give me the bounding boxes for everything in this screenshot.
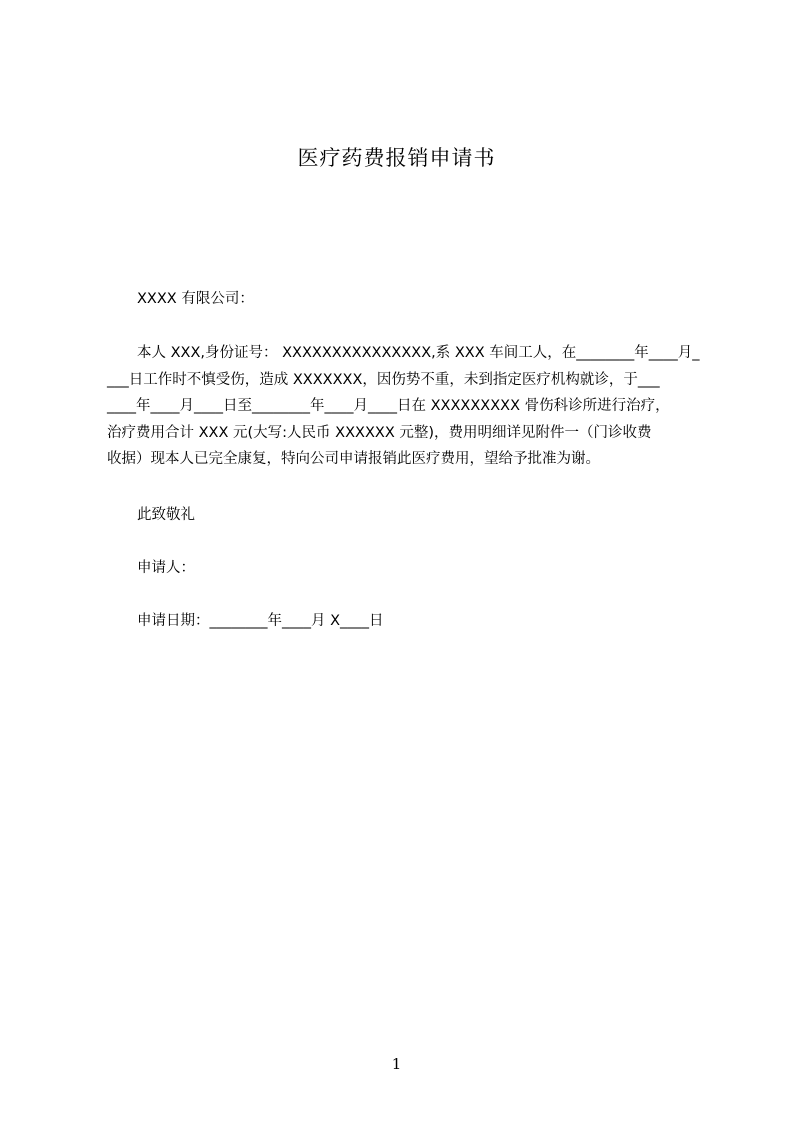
application-date: 申请日期：________年____月 X____日 (137, 613, 384, 629)
page-number: 1 (391, 1055, 402, 1073)
body-paragraph (107, 343, 700, 476)
closing-salutation: 此致敬礼 (137, 507, 195, 523)
document-title: 医疗药费报销申请书 (297, 146, 496, 170)
body-line: 本人 XXX,身份证号： XXXXXXXXXXXXXXX,系 XXX 车间工人，在________年____月_ (137, 345, 700, 361)
body-line: 治疗费用合计 XXX 元(大写:人民币 XXXXXX 元整)，费用明细详见附件一（门诊收费 (107, 424, 652, 441)
body-line: ____年____月____日至________年____月____日在 XXXXXXXXX 骨伤科诊所进行治疗， (107, 398, 670, 414)
body-line: ___日工作时不慎受伤，造成 XXXXXXX，因伤势不重，未到指定医疗机构就诊，于___ (107, 371, 660, 388)
body-line: 收据）现本人已完全康复，特向公司申请报销此医疗费用，望给予批准为谢。 (107, 451, 600, 467)
addressee: XXXX 有限公司： (137, 291, 254, 307)
applicant-label: 申请人： (137, 560, 195, 576)
